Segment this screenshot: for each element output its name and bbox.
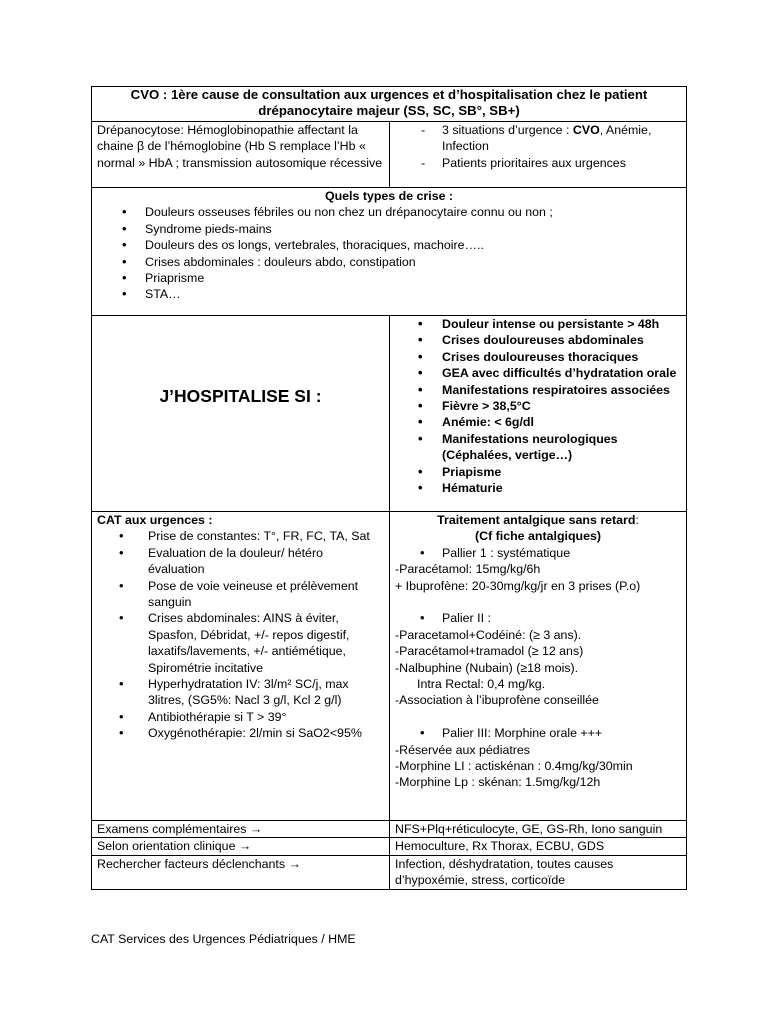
list-item: • Priapisme <box>395 464 681 480</box>
hospitalise-title-cell <box>92 316 390 512</box>
list-item: • Hyperhydratation IV: 3l/m² SC/j, max 3litres, (SG5%: Nacl 3 g/l, Kcl 2 g/l) <box>97 676 370 709</box>
list-item: • GEA avec difficultés d’hydratation orale <box>395 365 681 381</box>
list-item: • Douleurs osseuses fébriles ou non chez un drépanocytaire connu ou non ; <box>97 204 681 220</box>
cat-row <box>92 512 687 821</box>
palier-3-line: -Réservée aux pédiatres <box>395 742 530 757</box>
spacer <box>395 709 681 725</box>
list-item: - 3 situations d’urgence : CVO, Anémie, Infection <box>395 122 681 155</box>
list-item: • Fièvre > 38,5°C <box>395 398 681 414</box>
hospitalise-title: J’HOSPITALISE SI : <box>159 385 322 406</box>
list-item: • Crises abdominales: AINS à éviter, Spasfon, Débridat, +/- repos digestif, laxatifs/lavements, +/- antiémétique, Spirométrie incitative <box>97 610 370 676</box>
crises-cell <box>92 188 687 316</box>
list-item: • Priaprisme <box>97 270 681 286</box>
list-item: • Hématurie <box>395 480 681 496</box>
palier-2: • Palier II : <box>395 610 681 626</box>
urgences-list <box>395 122 681 171</box>
palier-2-indent: Intra Rectal: 0,4 mg/kg. <box>417 677 546 692</box>
table-row <box>92 855 687 889</box>
cat-list <box>97 528 384 741</box>
orientation-label: Selon orientation clinique → <box>92 838 390 855</box>
page-footer: CAT Services des Urgences Pédiatriques / HME <box>91 932 356 946</box>
hospitalise-list <box>395 316 681 496</box>
list-item: • Manifestations neurologiques (Céphalées, vertige…) <box>395 431 681 464</box>
list-item: • Crises douloureuses thoraciques <box>395 349 681 365</box>
list-item: • Manifestations respiratoires associées <box>395 382 681 398</box>
palier-2-line: -Paracétamol+tramadol (≥ 12 ans) <box>395 644 584 659</box>
traitement-cell <box>390 512 687 821</box>
palier-3-line: -Morphine LI : actiskénan : 0.4mg/kg/30min <box>395 759 633 774</box>
palier-1-line: + Ibuprofène: 20-30mg/kg/jr en 3 prises (P.o) <box>395 578 641 593</box>
list-item: • Evaluation de la douleur/ hétéro évaluation <box>97 545 370 578</box>
traitement-heading: Traitement antalgique sans retard: <box>437 513 639 527</box>
spacer <box>395 594 681 610</box>
crises-heading: Quels types de crise : <box>324 189 454 203</box>
list-item: • Anémie: < 6g/dl <box>395 414 681 430</box>
list-item: - Patients prioritaires aux urgences <box>395 155 681 171</box>
list-item: • Oxygénothérapie: 2l/min si SaO2<95% <box>97 725 370 741</box>
palier-2-line: -Paracetamol+Codéiné: (≥ 3 ans). <box>395 627 582 642</box>
palier-3-line: -Morphine Lp : skénan: 1.5mg/kg/12h <box>395 775 601 790</box>
crises-row <box>92 188 687 316</box>
facteurs-label: Rechercher facteurs déclenchants → <box>92 855 390 889</box>
orientation-value: Hemoculture, Rx Thorax, ECBU, GDS <box>390 838 687 855</box>
traitement-subheading: (Cf fiche antalgiques) <box>475 529 601 544</box>
palier-2-line: -Association à l’ibuprofène conseillée <box>395 693 599 708</box>
definition-row <box>92 122 687 188</box>
hospitalise-row <box>92 316 687 512</box>
title-row <box>92 87 687 122</box>
definition-cell: Drépanocytose: Hémoglobinopathie affectant la chaine β de l’hémoglobine (Hb S remplace l’Hb « normal » HbA ; transmission autosomique récessive <box>92 122 390 188</box>
hospitalise-criteria-cell <box>390 316 687 512</box>
palier-1-line: -Paracétamol: 15mg/kg/6h <box>395 562 541 577</box>
list-item: • Syndrome pieds-mains <box>97 221 681 237</box>
list-item: • Crises abdominales : douleurs abdo, constipation <box>97 254 681 270</box>
examens-label: Examens complémentaires → <box>92 821 390 838</box>
list-item: • Crises douloureuses abdominales <box>395 332 681 348</box>
palier-2-line: -Nalbuphine (Nubain) (≥18 mois). <box>395 660 579 675</box>
list-item: • Douleur intense ou persistante > 48h <box>395 316 681 332</box>
list-item: • Pose de voie veineuse et prélèvement sanguin <box>97 578 370 611</box>
list-item: • STA… <box>97 286 681 302</box>
table-row <box>92 821 687 838</box>
list-item: • Antibiothérapie si T > 39° <box>97 709 370 725</box>
palier-1: • Pallier 1 : systématique <box>395 545 681 561</box>
cvo-table <box>91 86 687 890</box>
table-row <box>92 838 687 855</box>
crises-list <box>97 204 681 302</box>
table-title: CVO : 1ère cause de consultation aux urgences et d’hospitalisation chez le patient drépanocytaire majeur (SS, SC, SB°, SB+) <box>92 87 687 122</box>
list-item: • Douleurs des os longs, vertebrales, thoraciques, machoire….. <box>97 237 681 253</box>
examens-value: NFS+Plq+réticulocyte, GE, GS-Rh, Iono sanguin <box>390 821 687 838</box>
facteurs-value: Infection, déshydratation, toutes causes d’hypoxémie, stress, corticoïde <box>390 855 687 889</box>
cat-heading: CAT aux urgences : <box>97 513 213 527</box>
urgences-cell <box>390 122 687 188</box>
cat-cell <box>92 512 390 821</box>
palier-3: • Palier III: Morphine orale +++ <box>395 725 681 741</box>
list-item: • Prise de constantes: T°, FR, FC, TA, Sat <box>97 528 370 544</box>
